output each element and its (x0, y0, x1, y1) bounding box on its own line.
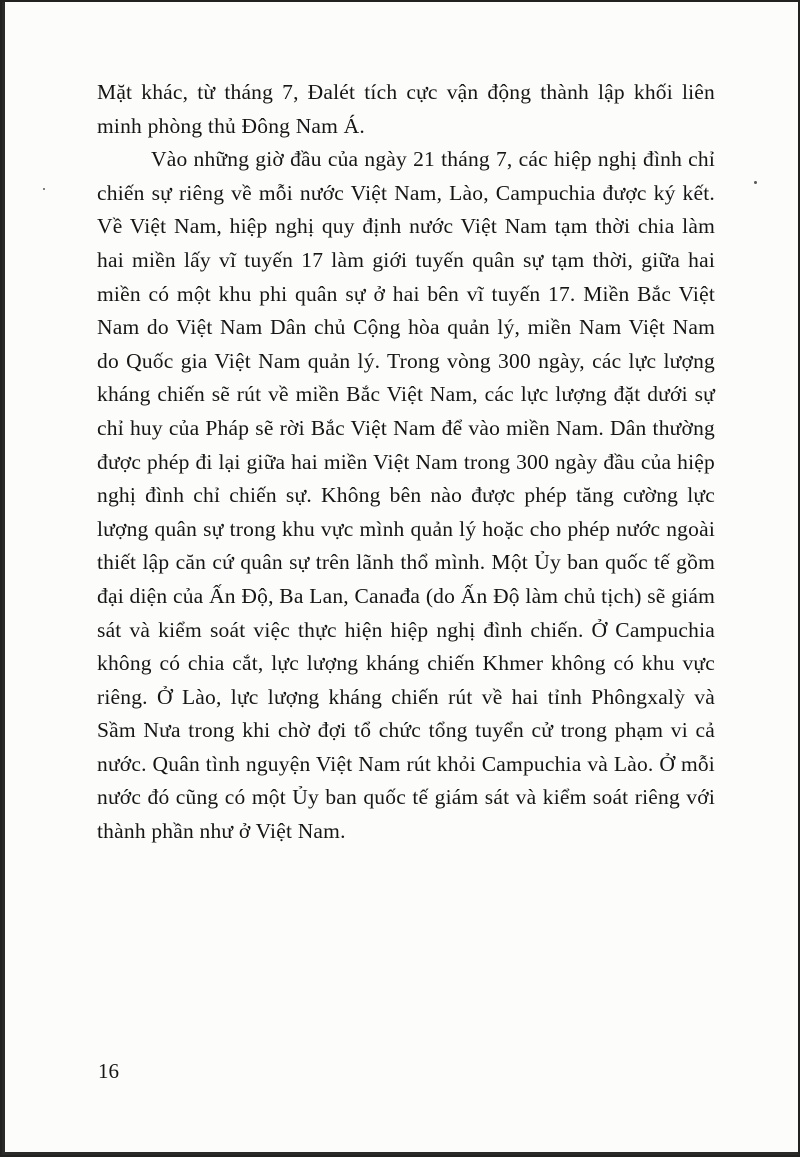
scan-speck (754, 181, 757, 184)
scan-speck (43, 188, 45, 190)
scan-edge-bottom (2, 1152, 798, 1155)
paragraph-main: Vào những giờ đầu của ngày 21 tháng 7, các hiệp nghị đình chỉ chiến sự riêng về mỗi nước Việt Nam, Lào, Campuchia được ký kết. Về Việt Nam, hiệp nghị quy định nước Việt Nam tạm thời chia làm hai miền lấy vĩ tuyến 17 làm giới tuyến quân sự tạm thời, giữa hai miền có một khu phi quân sự ở hai bên vĩ tuyến 17. Miền Bắc Việt Nam do Việt Nam Dân chủ Cộng hòa quản lý, miền Nam Việt Nam do Quốc gia Việt Nam quản lý. Trong vòng 300 ngày, các lực lượng kháng chiến sẽ rút về miền Bắc Việt Nam, các lực lượng đặt dưới sự chỉ huy của Pháp sẽ rời Bắc Việt Nam để vào miền Nam. Dân thường được phép đi lại giữa hai miền Việt Nam trong 300 ngày đầu của hiệp nghị đình chỉ chiến sự. Không bên nào được phép tăng cường lực lượng quân sự trong khu vực mình quản lý hoặc cho phép nước ngoài thiết lập căn cứ quân sự trên lãnh thổ mình. Một Ủy ban quốc tế gồm đại diện của Ấn Độ, Ba Lan, Canađa (do Ấn Độ làm chủ tịch) sẽ giám sát và kiểm soát việc thực hiện hiệp nghị đình chiến. Ở Campuchia không có chia cắt, lực lượng kháng chiến Khmer không có khu vực riêng. Ở Lào, lực lượng kháng chiến rút về hai tỉnh Phôngxalỳ và Sầm Nưa trong khi chờ đợi tổ chức tổng tuyển cử trong phạm vi cả nước. Quân tình nguyện Việt Nam rút khỏi Campuchia và Lào. Ở mỗi nước đó cũng có một Ủy ban quốc tế giám sát và kiểm soát riêng với thành phần như ở Việt Nam. (97, 147, 715, 844)
paragraph-continuation: Mặt khác, từ tháng 7, Đalét tích cực vận động thành lập khối liên minh phòng thủ Đông Nam Á. (97, 80, 715, 138)
page-number: 16 (98, 1059, 119, 1083)
body-text-block (97, 76, 715, 849)
scan-edge-left (2, 2, 5, 1155)
